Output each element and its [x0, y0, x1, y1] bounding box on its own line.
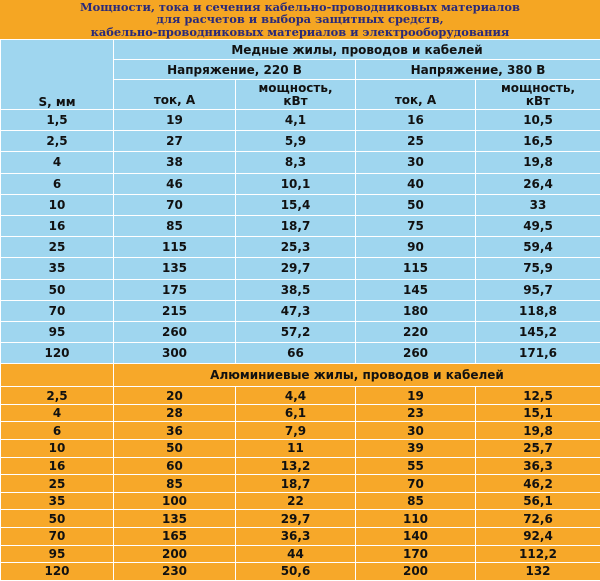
current-380-cell: 220: [356, 321, 476, 342]
size-cell: 16: [1, 215, 114, 236]
current-220-cell: 200: [114, 545, 236, 563]
power-380-cell: 12,5: [476, 387, 600, 405]
power-380-cell: 171,6: [476, 343, 600, 364]
cable-table: [0, 39, 600, 581]
current-380-cell: 260: [356, 343, 476, 364]
power-380-cell: 49,5: [476, 215, 600, 236]
current-220-cell: 85: [114, 215, 236, 236]
page-title: [0, 0, 600, 39]
current-220-header: ток, А: [114, 80, 236, 110]
power-220-header: [236, 80, 356, 110]
power-380-cell: 72,6: [476, 510, 600, 528]
size-cell: 50: [1, 279, 114, 300]
table-row: [1, 279, 600, 300]
size-header: S, мм: [1, 40, 114, 110]
size-cell: 95: [1, 321, 114, 342]
power-220-cell: 7,9: [236, 422, 356, 440]
current-380-cell: 110: [356, 510, 476, 528]
power-220-cell: 66: [236, 343, 356, 364]
size-cell: 25: [1, 475, 114, 493]
current-220-cell: 38: [114, 152, 236, 173]
current-220-cell: 300: [114, 343, 236, 364]
current-220-cell: 60: [114, 457, 236, 475]
title-line-2: для расчетов и выбора защитных средств,: [0, 13, 600, 25]
current-220-cell: 135: [114, 258, 236, 279]
power-220-cell: 18,7: [236, 475, 356, 493]
current-220-cell: 260: [114, 321, 236, 342]
power-380-cell: 36,3: [476, 457, 600, 475]
power-380-cell: 59,4: [476, 237, 600, 258]
current-380-cell: 180: [356, 300, 476, 321]
current-220-cell: 28: [114, 404, 236, 422]
size-cell: 4: [1, 152, 114, 173]
size-cell: 70: [1, 528, 114, 546]
aluminum-section-row: [1, 364, 600, 387]
size-cell: 25: [1, 237, 114, 258]
power-380-cell: 26,4: [476, 173, 600, 194]
size-cell: 50: [1, 510, 114, 528]
power-220-cell: 36,3: [236, 528, 356, 546]
power-220-cell: 10,1: [236, 173, 356, 194]
power-220-cell: 29,7: [236, 258, 356, 279]
current-220-cell: 36: [114, 422, 236, 440]
current-380-cell: 30: [356, 422, 476, 440]
size-cell: 120: [1, 343, 114, 364]
power-220-cell: 44: [236, 545, 356, 563]
table-row: [1, 300, 600, 321]
power-380-cell: 118,8: [476, 300, 600, 321]
current-380-cell: 145: [356, 279, 476, 300]
current-220-cell: 165: [114, 528, 236, 546]
power-220-cell: 8,3: [236, 152, 356, 173]
current-380-cell: 85: [356, 492, 476, 510]
power-380-cell: 92,4: [476, 528, 600, 546]
power-380-cell: 95,7: [476, 279, 600, 300]
power-220-cell: 57,2: [236, 321, 356, 342]
table-row: [1, 173, 600, 194]
table-row: [1, 321, 600, 342]
current-380-cell: 25: [356, 131, 476, 152]
power-220-cell: 4,4: [236, 387, 356, 405]
copper-section-header: Медные жилы, проводов и кабелей: [114, 40, 600, 60]
table-row: [1, 510, 600, 528]
current-380-cell: 115: [356, 258, 476, 279]
power-220-cell: 13,2: [236, 457, 356, 475]
size-cell: 35: [1, 492, 114, 510]
size-cell: 35: [1, 258, 114, 279]
current-380-cell: 16: [356, 110, 476, 131]
power-380-cell: 112,2: [476, 545, 600, 563]
size-cell: 70: [1, 300, 114, 321]
power-220-cell: 11: [236, 440, 356, 458]
current-380-header: ток, А: [356, 80, 476, 110]
power-380-cell: 19,8: [476, 422, 600, 440]
power-380-cell: 46,2: [476, 475, 600, 493]
current-380-cell: 200: [356, 563, 476, 581]
power-380-cell: 15,1: [476, 404, 600, 422]
size-cell: 6: [1, 422, 114, 440]
current-220-cell: 50: [114, 440, 236, 458]
current-220-cell: 115: [114, 237, 236, 258]
table-row: [1, 387, 600, 405]
table-row: [1, 258, 600, 279]
current-220-cell: 175: [114, 279, 236, 300]
current-380-cell: 23: [356, 404, 476, 422]
table-row: [1, 404, 600, 422]
current-380-cell: 40: [356, 173, 476, 194]
power-220-cell: 4,1: [236, 110, 356, 131]
voltage-380-header: Напряжение, 380 В: [356, 60, 600, 80]
table-row: [1, 563, 600, 581]
current-220-cell: 19: [114, 110, 236, 131]
power-380-header-line1: мощность,: [480, 82, 596, 95]
power-220-cell: 5,9: [236, 131, 356, 152]
current-220-cell: 20: [114, 387, 236, 405]
power-380-cell: 10,5: [476, 110, 600, 131]
size-cell: 2,5: [1, 387, 114, 405]
power-220-cell: 22: [236, 492, 356, 510]
current-380-cell: 170: [356, 545, 476, 563]
table-row: [1, 475, 600, 493]
table-row: [1, 422, 600, 440]
power-380-cell: 33: [476, 194, 600, 215]
size-cell: 10: [1, 194, 114, 215]
section-blank-cell: [1, 364, 114, 387]
current-380-cell: 39: [356, 440, 476, 458]
size-cell: 6: [1, 173, 114, 194]
size-cell: 2,5: [1, 131, 114, 152]
table-row: [1, 152, 600, 173]
current-380-cell: 50: [356, 194, 476, 215]
power-220-cell: 15,4: [236, 194, 356, 215]
table-row: [1, 343, 600, 364]
aluminum-section-header: Алюминиевые жилы, проводов и кабелей: [114, 364, 600, 387]
size-cell: 4: [1, 404, 114, 422]
power-380-cell: 145,2: [476, 321, 600, 342]
current-220-cell: 215: [114, 300, 236, 321]
size-cell: 10: [1, 440, 114, 458]
power-380-header: [476, 80, 600, 110]
power-220-cell: 29,7: [236, 510, 356, 528]
table-row: [1, 440, 600, 458]
table-row: [1, 492, 600, 510]
power-220-header-line2: кВт: [240, 95, 351, 108]
current-220-cell: 230: [114, 563, 236, 581]
table-row: [1, 457, 600, 475]
current-220-cell: 100: [114, 492, 236, 510]
current-220-cell: 85: [114, 475, 236, 493]
size-cell: 120: [1, 563, 114, 581]
power-380-cell: 56,1: [476, 492, 600, 510]
table-row: [1, 131, 600, 152]
power-220-cell: 18,7: [236, 215, 356, 236]
power-220-header-line1: мощность,: [240, 82, 351, 95]
current-380-cell: 19: [356, 387, 476, 405]
table-row: [1, 194, 600, 215]
table-row: [1, 215, 600, 236]
table-row: [1, 528, 600, 546]
current-380-cell: 70: [356, 475, 476, 493]
title-line-3: кабельно-проводниковых материалов и электрооборудования: [0, 26, 600, 38]
current-220-cell: 46: [114, 173, 236, 194]
voltage-220-header: Напряжение, 220 В: [114, 60, 356, 80]
current-380-cell: 55: [356, 457, 476, 475]
power-220-cell: 25,3: [236, 237, 356, 258]
table-row: [1, 545, 600, 563]
table-row: [1, 237, 600, 258]
power-380-cell: 25,7: [476, 440, 600, 458]
size-cell: 16: [1, 457, 114, 475]
current-220-cell: 70: [114, 194, 236, 215]
current-220-cell: 135: [114, 510, 236, 528]
size-cell: 1,5: [1, 110, 114, 131]
title-line-1: Мощности, тока и сечения кабельно-проводниковых материалов: [0, 1, 600, 13]
power-220-cell: 50,6: [236, 563, 356, 581]
power-220-cell: 38,5: [236, 279, 356, 300]
power-380-cell: 75,9: [476, 258, 600, 279]
current-220-cell: 27: [114, 131, 236, 152]
size-cell: 95: [1, 545, 114, 563]
power-380-header-line2: кВт: [480, 95, 596, 108]
current-380-cell: 30: [356, 152, 476, 173]
current-380-cell: 75: [356, 215, 476, 236]
power-380-cell: 16,5: [476, 131, 600, 152]
power-380-cell: 19,8: [476, 152, 600, 173]
current-380-cell: 90: [356, 237, 476, 258]
table-row: [1, 110, 600, 131]
power-220-cell: 47,3: [236, 300, 356, 321]
power-220-cell: 6,1: [236, 404, 356, 422]
power-380-cell: 132: [476, 563, 600, 581]
current-380-cell: 140: [356, 528, 476, 546]
